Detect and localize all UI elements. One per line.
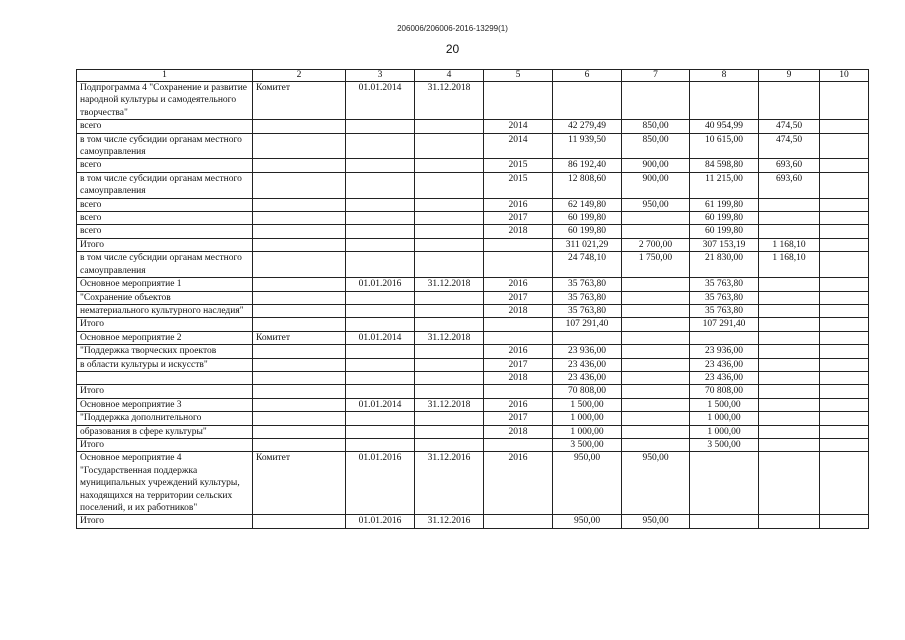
table-cell-col9: 693,60 xyxy=(759,172,820,198)
table-cell-col7 xyxy=(622,278,690,291)
table-cell-col5: 2018 xyxy=(484,371,553,384)
table-cell-col2 xyxy=(253,515,346,528)
table-cell-col7 xyxy=(622,425,690,438)
table-cell-col9 xyxy=(759,82,820,120)
table-cell-col9: 693,60 xyxy=(759,159,820,172)
table-cell-col10 xyxy=(820,331,869,344)
table-cell-col2 xyxy=(253,252,346,278)
table-cell-col7: 950,00 xyxy=(622,198,690,211)
table-cell-col10 xyxy=(820,82,869,120)
table-cell-col10 xyxy=(820,318,869,331)
table-cell-col4: 31.12.2016 xyxy=(415,452,484,515)
column-header: 3 xyxy=(346,70,415,82)
table-cell-col5: 2016 xyxy=(484,345,553,358)
table-cell-col7: 900,00 xyxy=(622,159,690,172)
table-cell-col4 xyxy=(415,425,484,438)
table-cell-col7 xyxy=(622,82,690,120)
table-cell-col4 xyxy=(415,345,484,358)
table-cell-col5: 2014 xyxy=(484,120,553,133)
table-cell-col10 xyxy=(820,452,869,515)
table-cell-col5 xyxy=(484,515,553,528)
table-cell-col9 xyxy=(759,225,820,238)
table-cell-col2 xyxy=(253,318,346,331)
table-cell-col8: 1 000,00 xyxy=(690,425,759,438)
table-cell-col6: 950,00 xyxy=(553,452,622,515)
table-cell-col9: 1 168,10 xyxy=(759,238,820,251)
table-cell-col7 xyxy=(622,438,690,451)
column-header: 4 xyxy=(415,70,484,82)
table-cell-col3 xyxy=(346,412,415,425)
table-cell-col3 xyxy=(346,358,415,371)
table-cell-col4 xyxy=(415,238,484,251)
table-row xyxy=(77,331,869,344)
document-number: 206006/206006-2016-13299(1) xyxy=(397,24,508,33)
table-cell-col6: 35 763,80 xyxy=(553,278,622,291)
table-cell-col2: Комитет xyxy=(253,331,346,344)
table-row xyxy=(77,198,869,211)
table-cell-col10 xyxy=(820,252,869,278)
table-cell-col2 xyxy=(253,385,346,398)
table-cell-col5: 2017 xyxy=(484,412,553,425)
table-row xyxy=(77,120,869,133)
table-cell-col4: 31.12.2018 xyxy=(415,398,484,411)
table-cell-col7 xyxy=(622,371,690,384)
table-cell-col1: Основное мероприятие 4 "Государственная поддержка муниципальных учреждений культуры, находящихся на территории сельских поселений, и их работников" xyxy=(77,452,253,515)
table-cell-col8: 1 500,00 xyxy=(690,398,759,411)
table-cell-col6 xyxy=(553,82,622,120)
table-cell-col10 xyxy=(820,438,869,451)
table-cell-col5: 2017 xyxy=(484,212,553,225)
table-cell-col7: 950,00 xyxy=(622,452,690,515)
table-row xyxy=(77,412,869,425)
table-cell-col8: 35 763,80 xyxy=(690,304,759,317)
table-cell-col4 xyxy=(415,385,484,398)
table-cell-col4: 31.12.2018 xyxy=(415,82,484,120)
table-cell-col6: 1 000,00 xyxy=(553,412,622,425)
table-cell-col9 xyxy=(759,278,820,291)
table-cell-col4 xyxy=(415,291,484,304)
table-cell-col9 xyxy=(759,515,820,528)
table-row xyxy=(77,358,869,371)
table-cell-col9 xyxy=(759,412,820,425)
table-cell-col3 xyxy=(346,425,415,438)
table-cell-col2 xyxy=(253,133,346,159)
table-cell-col5: 2016 xyxy=(484,452,553,515)
table-cell-col5 xyxy=(484,318,553,331)
table-cell-col3 xyxy=(346,385,415,398)
table-cell-col2 xyxy=(253,159,346,172)
table-cell-col2 xyxy=(253,238,346,251)
table-cell-col5 xyxy=(484,438,553,451)
table-cell-col8 xyxy=(690,82,759,120)
table-cell-col8: 107 291,40 xyxy=(690,318,759,331)
table-cell-col1: Основное мероприятие 2 xyxy=(77,331,253,344)
table-cell-col10 xyxy=(820,398,869,411)
table-cell-col1 xyxy=(77,371,253,384)
table-cell-col4 xyxy=(415,198,484,211)
table-cell-col3 xyxy=(346,238,415,251)
table-cell-col2 xyxy=(253,291,346,304)
table-cell-col5 xyxy=(484,331,553,344)
table-row xyxy=(77,278,869,291)
table-cell-col7 xyxy=(622,291,690,304)
table-cell-col8: 1 000,00 xyxy=(690,412,759,425)
table-cell-col6: 62 149,80 xyxy=(553,198,622,211)
table-cell-col5: 2018 xyxy=(484,425,553,438)
table-cell-col2 xyxy=(253,225,346,238)
table-cell-col6 xyxy=(553,331,622,344)
table-cell-col1: в области культуры и искусств" xyxy=(77,358,253,371)
table-row xyxy=(77,452,869,515)
table-cell-col10 xyxy=(820,345,869,358)
table-cell-col6: 35 763,80 xyxy=(553,304,622,317)
table-cell-col4 xyxy=(415,159,484,172)
table-cell-col9 xyxy=(759,358,820,371)
table-row xyxy=(77,318,869,331)
table-cell-col8: 307 153,19 xyxy=(690,238,759,251)
table-cell-col5: 2016 xyxy=(484,278,553,291)
table-cell-col1: в том числе субсидии органам местного самоуправления xyxy=(77,133,253,159)
table-cell-col9 xyxy=(759,291,820,304)
table-cell-col9 xyxy=(759,318,820,331)
table-row xyxy=(77,304,869,317)
table-cell-col7: 2 700,00 xyxy=(622,238,690,251)
table-cell-col1: Итого xyxy=(77,515,253,528)
table-cell-col6: 86 192,40 xyxy=(553,159,622,172)
table-cell-col4: 31.12.2018 xyxy=(415,331,484,344)
table-cell-col7 xyxy=(622,345,690,358)
table-cell-col2 xyxy=(253,198,346,211)
column-header: 10 xyxy=(820,70,869,82)
table-cell-col1: в том числе субсидии органам местного самоуправления xyxy=(77,172,253,198)
table-cell-col8: 23 436,00 xyxy=(690,371,759,384)
table-cell-col6: 60 199,80 xyxy=(553,212,622,225)
table-cell-col3: 01.01.2016 xyxy=(346,278,415,291)
table-cell-col1: Подпрограмма 4 "Сохранение и развитие народной культуры и самодеятельного творчества" xyxy=(77,82,253,120)
table-cell-col5: 2015 xyxy=(484,172,553,198)
table-cell-col8: 70 808,00 xyxy=(690,385,759,398)
table-cell-col6: 23 436,00 xyxy=(553,358,622,371)
table-cell-col1: Основное мероприятие 1 xyxy=(77,278,253,291)
table-cell-col3: 01.01.2016 xyxy=(346,452,415,515)
table-cell-col2 xyxy=(253,438,346,451)
page-number: 20 xyxy=(445,42,460,56)
table-cell-col7: 850,00 xyxy=(622,133,690,159)
table-cell-col9 xyxy=(759,345,820,358)
table-cell-col8: 10 615,00 xyxy=(690,133,759,159)
table-cell-col7: 1 750,00 xyxy=(622,252,690,278)
table-row xyxy=(77,82,869,120)
table-cell-col8 xyxy=(690,331,759,344)
table-cell-col7 xyxy=(622,304,690,317)
table-cell-col8: 11 215,00 xyxy=(690,172,759,198)
table-cell-col7: 950,00 xyxy=(622,515,690,528)
table-cell-col10 xyxy=(820,133,869,159)
table-cell-col4 xyxy=(415,212,484,225)
table-cell-col2 xyxy=(253,172,346,198)
table-cell-col5: 2018 xyxy=(484,304,553,317)
table-cell-col2 xyxy=(253,212,346,225)
table-cell-col5: 2017 xyxy=(484,358,553,371)
table-cell-col4 xyxy=(415,304,484,317)
table-cell-col5: 2015 xyxy=(484,159,553,172)
table-cell-col5: 2016 xyxy=(484,398,553,411)
table-cell-col10 xyxy=(820,198,869,211)
column-header: 7 xyxy=(622,70,690,82)
table-cell-col10 xyxy=(820,120,869,133)
table-cell-col4 xyxy=(415,412,484,425)
table-cell-col3 xyxy=(346,438,415,451)
table-cell-col3 xyxy=(346,225,415,238)
table-cell-col5 xyxy=(484,82,553,120)
column-header: 9 xyxy=(759,70,820,82)
table-cell-col5 xyxy=(484,385,553,398)
table-cell-col9 xyxy=(759,198,820,211)
table-cell-col9 xyxy=(759,398,820,411)
table-cell-col9 xyxy=(759,425,820,438)
table-cell-col4: 31.12.2018 xyxy=(415,278,484,291)
table-cell-col7 xyxy=(622,318,690,331)
table-cell-col1: всего xyxy=(77,212,253,225)
table-cell-col6: 12 808,60 xyxy=(553,172,622,198)
table-cell-col1: нематериального культурного наследия" xyxy=(77,304,253,317)
table-cell-col6: 23 436,00 xyxy=(553,371,622,384)
table-cell-col4 xyxy=(415,318,484,331)
table-cell-col3 xyxy=(346,304,415,317)
table-cell-col7 xyxy=(622,385,690,398)
table-cell-col10 xyxy=(820,291,869,304)
table-row xyxy=(77,291,869,304)
table-cell-col1: Итого xyxy=(77,238,253,251)
table-cell-col1: "Поддержка дополнительного xyxy=(77,412,253,425)
table-cell-col7 xyxy=(622,398,690,411)
table-row xyxy=(77,345,869,358)
table-cell-col10 xyxy=(820,172,869,198)
table-cell-col1: всего xyxy=(77,120,253,133)
table-row xyxy=(77,515,869,528)
table-cell-col7: 900,00 xyxy=(622,172,690,198)
table-cell-col6: 3 500,00 xyxy=(553,438,622,451)
table-cell-col3 xyxy=(346,345,415,358)
table-row xyxy=(77,438,869,451)
table-cell-col2 xyxy=(253,425,346,438)
table-row xyxy=(77,252,869,278)
table-cell-col1: Итого xyxy=(77,385,253,398)
table-row xyxy=(77,133,869,159)
table-cell-col3: 01.01.2014 xyxy=(346,82,415,120)
table-cell-col7 xyxy=(622,358,690,371)
table-cell-col3 xyxy=(346,212,415,225)
column-header: 8 xyxy=(690,70,759,82)
table-cell-col3 xyxy=(346,133,415,159)
table-cell-col8: 3 500,00 xyxy=(690,438,759,451)
program-table xyxy=(76,69,869,529)
table-cell-col4 xyxy=(415,120,484,133)
table-cell-col6: 950,00 xyxy=(553,515,622,528)
table-row xyxy=(77,398,869,411)
table-cell-col2 xyxy=(253,120,346,133)
table-row xyxy=(77,172,869,198)
table-cell-col10 xyxy=(820,425,869,438)
table-cell-col6: 23 936,00 xyxy=(553,345,622,358)
table-cell-col7: 850,00 xyxy=(622,120,690,133)
table-cell-col2 xyxy=(253,304,346,317)
table-cell-col10 xyxy=(820,212,869,225)
table-cell-col2: Комитет xyxy=(253,82,346,120)
table-cell-col6: 11 939,50 xyxy=(553,133,622,159)
table-cell-col6: 35 763,80 xyxy=(553,291,622,304)
table-cell-col1: всего xyxy=(77,159,253,172)
table-cell-col4 xyxy=(415,252,484,278)
table-cell-col10 xyxy=(820,159,869,172)
table-cell-col10 xyxy=(820,304,869,317)
table-cell-col6: 70 808,00 xyxy=(553,385,622,398)
table-cell-col9: 1 168,10 xyxy=(759,252,820,278)
table-cell-col4 xyxy=(415,438,484,451)
table-cell-col5: 2017 xyxy=(484,291,553,304)
table-cell-col9 xyxy=(759,438,820,451)
table-cell-col9 xyxy=(759,331,820,344)
column-header: 2 xyxy=(253,70,346,82)
table-cell-col3 xyxy=(346,318,415,331)
table-cell-col5: 2014 xyxy=(484,133,553,159)
table-cell-col10 xyxy=(820,412,869,425)
table-cell-col10 xyxy=(820,225,869,238)
table-cell-col9 xyxy=(759,304,820,317)
column-header: 5 xyxy=(484,70,553,82)
table-cell-col8: 23 936,00 xyxy=(690,345,759,358)
table-cell-col1: Итого xyxy=(77,318,253,331)
table-cell-col2 xyxy=(253,412,346,425)
table-cell-col6: 311 021,29 xyxy=(553,238,622,251)
table-cell-col8: 23 436,00 xyxy=(690,358,759,371)
table-cell-col1: всего xyxy=(77,198,253,211)
table-row xyxy=(77,385,869,398)
table-cell-col9 xyxy=(759,452,820,515)
table-cell-col4 xyxy=(415,358,484,371)
table-cell-col10 xyxy=(820,278,869,291)
table-cell-col3 xyxy=(346,252,415,278)
table-row xyxy=(77,159,869,172)
table-cell-col6: 60 199,80 xyxy=(553,225,622,238)
table-row xyxy=(77,238,869,251)
table-cell-col4 xyxy=(415,371,484,384)
table-cell-col5 xyxy=(484,252,553,278)
table-cell-col7 xyxy=(622,331,690,344)
table-cell-col2 xyxy=(253,398,346,411)
table-cell-col3 xyxy=(346,120,415,133)
table-cell-col2 xyxy=(253,371,346,384)
table-cell-col4 xyxy=(415,133,484,159)
table-cell-col4 xyxy=(415,172,484,198)
table-cell-col10 xyxy=(820,358,869,371)
table-cell-col8: 21 830,00 xyxy=(690,252,759,278)
table-cell-col1: "Поддержка творческих проектов xyxy=(77,345,253,358)
table-row xyxy=(77,225,869,238)
table-row xyxy=(77,371,869,384)
table-cell-col8: 60 199,80 xyxy=(690,212,759,225)
column-header: 6 xyxy=(553,70,622,82)
table-cell-col9 xyxy=(759,385,820,398)
table-cell-col3 xyxy=(346,291,415,304)
table-cell-col9: 474,50 xyxy=(759,133,820,159)
table-cell-col7 xyxy=(622,225,690,238)
table-cell-col4 xyxy=(415,225,484,238)
table-body xyxy=(77,82,869,529)
table-cell-col3: 01.01.2014 xyxy=(346,398,415,411)
table-cell-col1: в том числе субсидии органам местного самоуправления xyxy=(77,252,253,278)
table-cell-col2 xyxy=(253,278,346,291)
table-cell-col5 xyxy=(484,238,553,251)
table-cell-col7 xyxy=(622,412,690,425)
table-cell-col2: Комитет xyxy=(253,452,346,515)
table-cell-col8: 84 598,80 xyxy=(690,159,759,172)
table-cell-col9: 474,50 xyxy=(759,120,820,133)
table-cell-col3: 01.01.2016 xyxy=(346,515,415,528)
table-cell-col3 xyxy=(346,159,415,172)
table-cell-col8: 35 763,80 xyxy=(690,291,759,304)
table-cell-col8: 35 763,80 xyxy=(690,278,759,291)
table-cell-col8 xyxy=(690,515,759,528)
table-cell-col1: Итого xyxy=(77,438,253,451)
table-cell-col7 xyxy=(622,212,690,225)
table-cell-col10 xyxy=(820,385,869,398)
table-cell-col3 xyxy=(346,371,415,384)
table-cell-col8: 61 199,80 xyxy=(690,198,759,211)
table-header-row xyxy=(77,70,869,82)
table-cell-col10 xyxy=(820,371,869,384)
table-cell-col8: 60 199,80 xyxy=(690,225,759,238)
table-cell-col6: 1 000,00 xyxy=(553,425,622,438)
table-cell-col6: 107 291,40 xyxy=(553,318,622,331)
table-cell-col1: "Сохранение объектов xyxy=(77,291,253,304)
table-cell-col2 xyxy=(253,358,346,371)
table-cell-col10 xyxy=(820,515,869,528)
table-cell-col2 xyxy=(253,345,346,358)
table-cell-col8 xyxy=(690,452,759,515)
table-cell-col3: 01.01.2014 xyxy=(346,331,415,344)
table-cell-col1: всего xyxy=(77,225,253,238)
table-cell-col5: 2016 xyxy=(484,198,553,211)
table-cell-col10 xyxy=(820,238,869,251)
table-row xyxy=(77,425,869,438)
table-cell-col6: 42 279,49 xyxy=(553,120,622,133)
column-header: 1 xyxy=(77,70,253,82)
table-cell-col6: 24 748,10 xyxy=(553,252,622,278)
table-cell-col4: 31.12.2016 xyxy=(415,515,484,528)
table-cell-col1: образования в сфере культуры" xyxy=(77,425,253,438)
table-row xyxy=(77,212,869,225)
table-cell-col3 xyxy=(346,198,415,211)
table-cell-col1: Основное мероприятие 3 xyxy=(77,398,253,411)
table-cell-col9 xyxy=(759,371,820,384)
table-cell-col3 xyxy=(346,172,415,198)
table-cell-col5: 2018 xyxy=(484,225,553,238)
table-cell-col6: 1 500,00 xyxy=(553,398,622,411)
table-cell-col8: 40 954,99 xyxy=(690,120,759,133)
table-cell-col9 xyxy=(759,212,820,225)
